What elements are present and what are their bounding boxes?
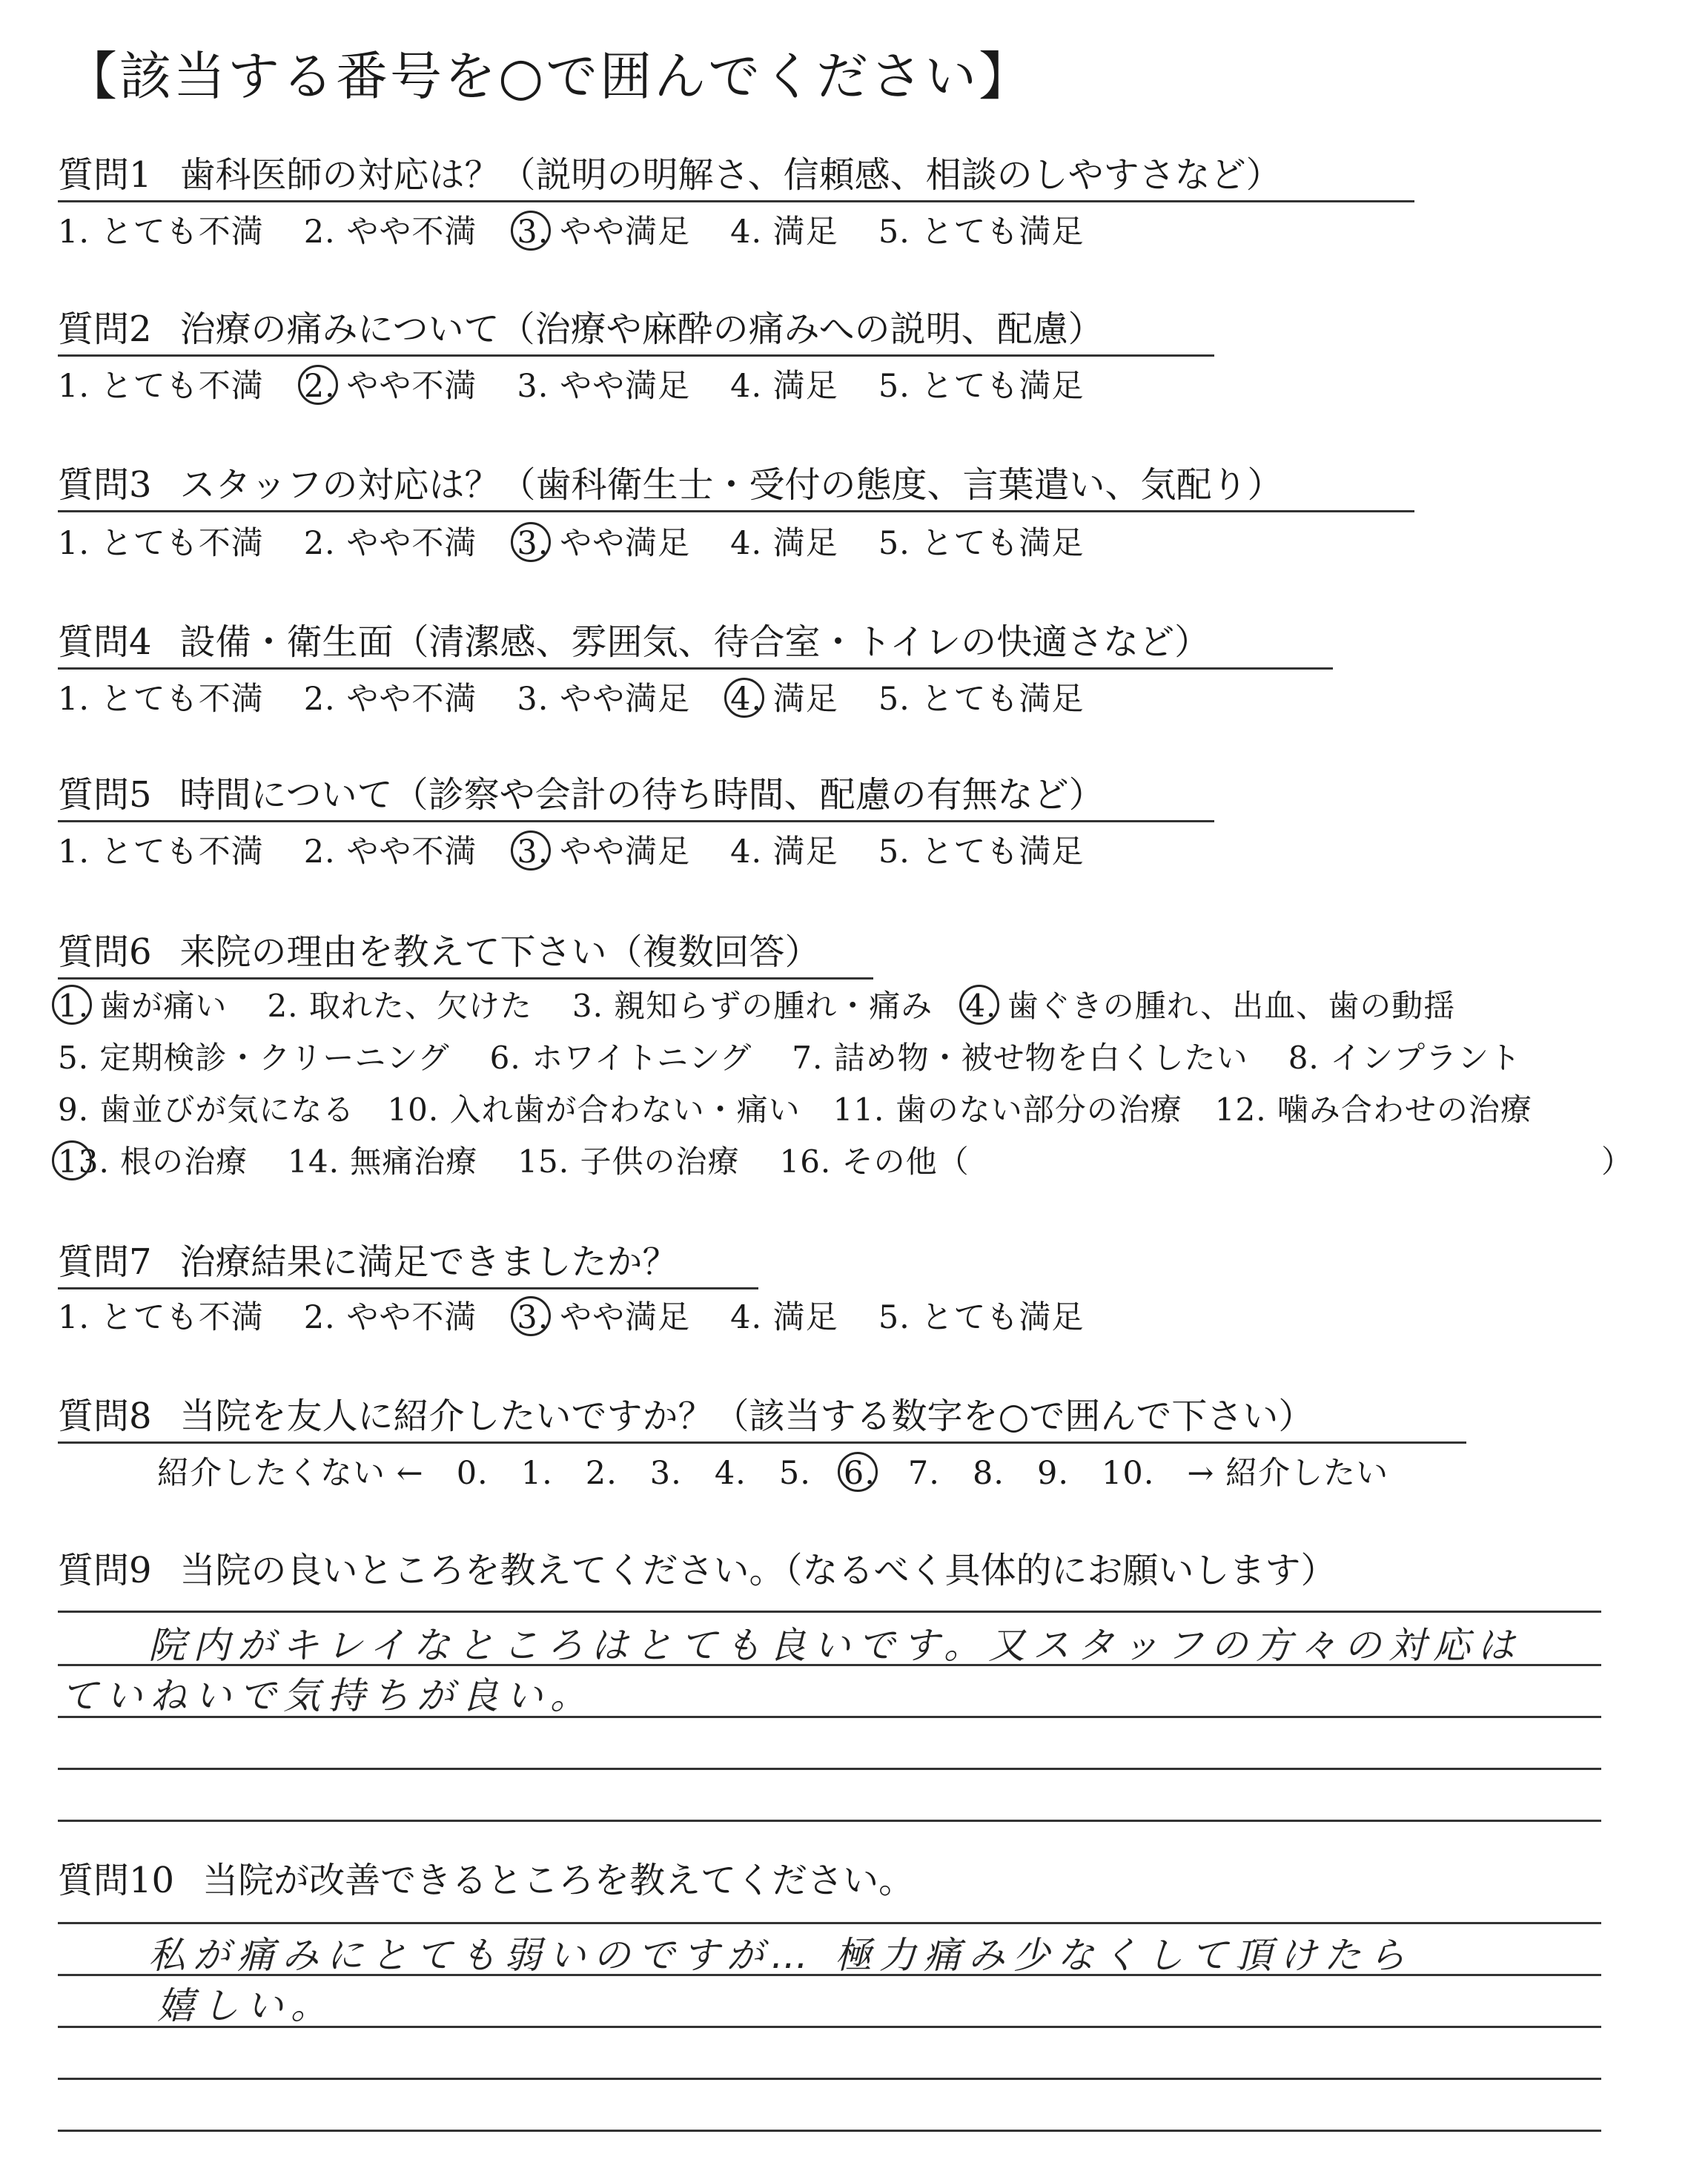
q8-option-2[interactable]: 2. [585, 1455, 618, 1492]
q6-option-12[interactable]: 12. 噛み合わせの治療 [1214, 1091, 1532, 1128]
other-close-paren: ） [1601, 1143, 1634, 1180]
question-8-title [58, 1398, 1466, 1444]
q8-option-4[interactable]: 4. [714, 1455, 747, 1492]
q6-option-1[interactable]: 1. 歯が痛い [58, 988, 228, 1024]
q3-option-4[interactable]: 4. 満足 [730, 525, 838, 562]
q2-option-2[interactable]: 2. やや不満 [303, 368, 477, 405]
q8-option-9[interactable]: 9. [1036, 1455, 1070, 1492]
q6-option-3[interactable]: 3. 親知らずの腫れ・痛み [572, 988, 933, 1024]
q9-handwritten-answer-2[interactable]: ていねいで気持ちが良い。 [61, 1674, 595, 1717]
question-9-title [58, 1550, 1337, 1596]
q6-option-4[interactable]: 4. 歯ぐきの腫れ、出血、歯の動揺 [965, 988, 1456, 1024]
q8-option-3[interactable]: 3. [649, 1455, 682, 1492]
question-8-scale [157, 1455, 1389, 1492]
q2-option-3[interactable]: 3. やや満足 [517, 368, 691, 405]
question-10-title [58, 1860, 915, 1906]
question-1-options [58, 214, 1085, 251]
question-2-options [58, 368, 1085, 405]
q6-option-16[interactable]: 16. その他（ [779, 1143, 970, 1180]
q6-option-11[interactable]: 11. 歯のない部分の治療 [833, 1091, 1182, 1128]
q4-option-4[interactable]: 4. 満足 [730, 681, 838, 718]
question-6-title [58, 931, 873, 980]
question-4-options [58, 681, 1085, 718]
question-6-text: 来院の理由を教えて下さい（複数回答） [179, 931, 821, 973]
question-6-number: 質問6 [58, 931, 152, 973]
q2-option-4[interactable]: 4. 満足 [730, 368, 838, 405]
q6-option-5[interactable]: 5. 定期検診・クリーニング [58, 1040, 450, 1076]
question-4-number: 質問4 [58, 621, 152, 663]
question-10-number: 質問10 [58, 1860, 175, 1901]
q5-option-5[interactable]: 5. とても満足 [878, 833, 1085, 871]
question-8-number: 質問8 [58, 1396, 152, 1437]
q1-option-2[interactable]: 2. やや不満 [303, 214, 477, 251]
question-5-options [58, 833, 1085, 871]
q5-option-3[interactable]: 3. やや満足 [517, 833, 691, 871]
question-7-number: 質問7 [58, 1241, 152, 1283]
q7-option-5[interactable]: 5. とても満足 [878, 1299, 1085, 1336]
q6-option-8[interactable]: 8. インプラント [1288, 1040, 1522, 1076]
q8-option-5[interactable]: 5. [778, 1455, 811, 1492]
q2-option-5[interactable]: 5. とても満足 [878, 368, 1085, 405]
q10-answer-line-4 [58, 2078, 1601, 2080]
question-3-number: 質問3 [58, 464, 152, 506]
q9-answer-line-5 [58, 1820, 1601, 1822]
q6-option-2[interactable]: 2. 取れた、欠けた [267, 988, 532, 1024]
q2-option-1[interactable]: 1. とても不満 [58, 368, 264, 405]
question-6-row-4 [58, 1143, 970, 1180]
question-3-title [58, 464, 1414, 512]
q7-option-3[interactable]: 3. やや満足 [517, 1299, 691, 1336]
question-6-row-2 [58, 1040, 1522, 1076]
q5-option-2[interactable]: 2. やや不満 [303, 833, 477, 871]
q1-option-5[interactable]: 5. とても満足 [878, 214, 1085, 251]
q8-option-1[interactable]: 1. [520, 1455, 553, 1492]
q3-option-3[interactable]: 3. やや満足 [517, 525, 691, 562]
q8-option-8[interactable]: 8. [972, 1455, 1004, 1492]
question-9-text: 当院の良いところを教えてください。（なるべく具体的にお願いします） [179, 1550, 1337, 1591]
q3-option-1[interactable]: 1. とても不満 [58, 525, 264, 562]
q10-answer-line-1 [58, 1922, 1601, 1924]
question-3-text: スタッフの対応は？（歯科衛生士・受付の態度、言葉遣い、気配り） [179, 464, 1283, 506]
q9-answer-line-2 [58, 1664, 1601, 1666]
q8-option-0[interactable]: 0. [456, 1455, 489, 1492]
q1-option-4[interactable]: 4. 満足 [730, 214, 838, 251]
question-7-title [58, 1241, 758, 1289]
q4-option-1[interactable]: 1. とても不満 [58, 681, 264, 718]
question-3-options [58, 525, 1085, 562]
q9-handwritten-answer-1[interactable]: 院内がキレイなところはとても良いです。又スタッフの方々の対応は [148, 1624, 1522, 1667]
q3-option-2[interactable]: 2. やや不満 [303, 525, 477, 562]
q6-option-7[interactable]: 7. 詰め物・被せ物を白くしたい [792, 1040, 1248, 1076]
question-2-title [58, 308, 1214, 357]
question-2-number: 質問2 [58, 308, 152, 350]
question-5-text: 時間について（診察や会計の待ち時間、配慮の有無など） [179, 774, 1105, 816]
question-9-number: 質問9 [58, 1550, 152, 1591]
q8-option-6[interactable]: 6. [843, 1455, 875, 1492]
q10-handwritten-answer-2[interactable]: 嬉しい。 [157, 1984, 335, 2027]
scale-left-label: 紹介したくない ← [157, 1455, 424, 1492]
q6-option-10[interactable]: 10. 入れ歯が合わない・痛い [387, 1091, 801, 1128]
q10-answer-line-5 [58, 2130, 1601, 2132]
q9-answer-line-4 [58, 1768, 1601, 1770]
q5-option-4[interactable]: 4. 満足 [730, 833, 838, 871]
question-6-row-3 [58, 1091, 1532, 1128]
question-1-title [58, 154, 1414, 202]
question-7-options [58, 1299, 1085, 1336]
q8-option-7[interactable]: 7. [907, 1455, 940, 1492]
question-4-title [58, 621, 1333, 670]
q6-option-6[interactable]: 6. ホワイトニング [489, 1040, 752, 1076]
q9-answer-line-3 [58, 1716, 1601, 1718]
question-1-text: 歯科医師の対応は？（説明の明解さ、信頼感、相談のしやすさなど） [179, 154, 1282, 196]
q6-option-15[interactable]: 15. 子供の治療 [517, 1143, 740, 1180]
q10-answer-line-3 [58, 2026, 1601, 2028]
question-5-title [58, 774, 1214, 822]
q7-option-4[interactable]: 4. 満足 [730, 1299, 838, 1336]
question-5-number: 質問5 [58, 774, 152, 816]
question-8-text: 当院を友人に紹介したいですか？（該当する数字を○で囲んで下さい） [179, 1396, 1314, 1437]
q6-option-14[interactable]: 14. 無痛治療 [288, 1143, 478, 1180]
question-6-row-1 [58, 988, 1456, 1024]
q3-option-5[interactable]: 5. とても満足 [878, 525, 1085, 562]
scale-right-label: → 紹介したい [1187, 1455, 1389, 1492]
q4-option-3[interactable]: 3. やや満足 [517, 681, 691, 718]
question-4-text: 設備・衛生面（清潔感、雰囲気、待合室・トイレの快適さなど） [179, 621, 1211, 663]
question-1-number: 質問1 [58, 154, 152, 196]
q7-option-1[interactable]: 1. とても不満 [58, 1299, 264, 1336]
q9-answer-line-1 [58, 1611, 1601, 1613]
question-10-text: 当院が改善できるところを教えてください。 [202, 1860, 915, 1901]
question-2-text: 治療の痛みについて（治療や麻酔の痛みへの説明、配慮） [179, 308, 1104, 350]
q10-answer-line-2 [58, 1974, 1601, 1976]
q6-option-9[interactable]: 9. 歯並びが気になる [58, 1091, 355, 1128]
q4-option-5[interactable]: 5. とても満足 [878, 681, 1085, 718]
q1-option-3[interactable]: 3. やや満足 [517, 214, 691, 251]
q7-option-2[interactable]: 2. やや不満 [303, 1299, 477, 1336]
q8-option-10[interactable]: 10. [1102, 1455, 1155, 1492]
q4-option-2[interactable]: 2. やや不満 [303, 681, 477, 718]
instruction-header: 【該当する番号を○で囲んでください】 [65, 46, 1033, 107]
q1-option-1[interactable]: 1. とても不満 [58, 214, 264, 251]
q5-option-1[interactable]: 1. とても不満 [58, 833, 264, 871]
q10-handwritten-answer-1[interactable]: 私が痛みにとても弱いのですが… 極力痛み少なくして頂けたら [148, 1934, 1413, 1977]
q6-option-13[interactable]: 13. 根の治療 [58, 1143, 248, 1180]
question-7-text: 治療結果に満足できましたか？ [179, 1241, 678, 1283]
